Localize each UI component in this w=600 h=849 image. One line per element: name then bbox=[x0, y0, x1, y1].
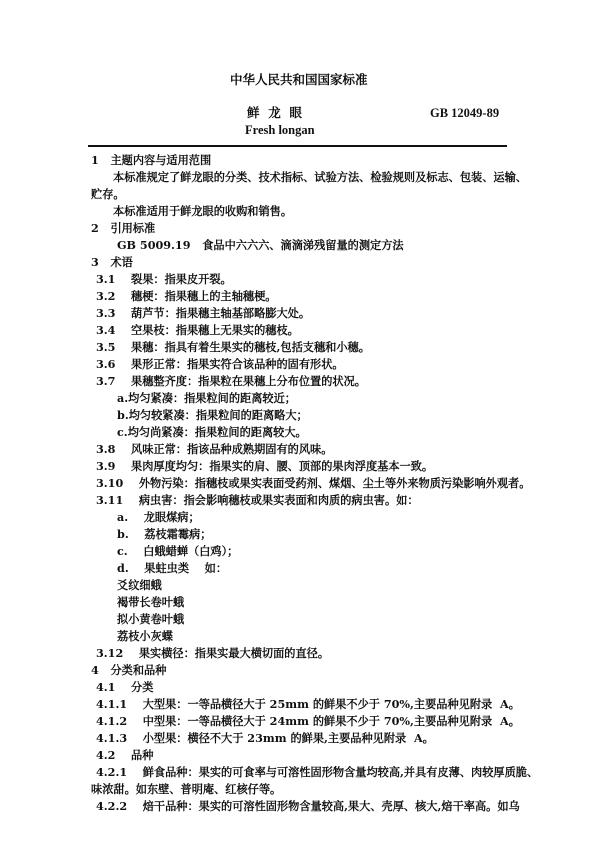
term-subitem: a.均匀紧凑：指果粒间的距离较近； bbox=[117, 391, 296, 405]
term-subitem: c.均匀尚紧凑：指果粒间的距离较大。 bbox=[117, 425, 307, 439]
variety-item: 4.2.1 鲜食品种：果实的可食率与可溶性固形物含量均较高,并具有皮薄、肉较厚质脆、 bbox=[96, 765, 539, 779]
term-item: 3.7 果穗整齐度：指果粒在果穗上分布位置的状况。 bbox=[96, 374, 366, 388]
pest-name: 拟小黄卷叶蛾 bbox=[117, 612, 185, 626]
term-item: 3.2 穗梗：指果穗上的主轴穗梗。 bbox=[96, 289, 277, 303]
term-item: 3.5 果穗：指具有着生果实的穗枝,包括支穗和小穗。 bbox=[96, 340, 370, 354]
pest-name: 褐带长卷叶蛾 bbox=[117, 595, 185, 609]
variety-item: 4.2.2 焙干品种：果实的可溶性固形物含量较高,果大、壳厚、核大,焙干率高。如乌 bbox=[96, 799, 520, 813]
term-item: 3.8 风味正常：指该品种成熟期固有的风味。 bbox=[96, 442, 333, 456]
class-item: 4.1.2 中型果：一等品横径大于 24mm 的鲜果不少于 70%,主要品种见附录 A。 bbox=[96, 714, 520, 728]
term-item: 3.1 裂果：指果皮开裂。 bbox=[96, 272, 232, 286]
section-heading: 3 术语 bbox=[91, 255, 133, 269]
term-subitem: c. 白蛾蜡蝉（白鸡）； bbox=[117, 544, 239, 558]
standard-title-cn: 鲜 龙 眼 bbox=[247, 105, 302, 120]
class-item: 4.1.3 小型果：横径不大于 23mm 的鲜果,主要品种见附录 A。 bbox=[96, 731, 434, 745]
term-item: 3.9 果肉厚度均匀：指果实的肩、腰、顶部的果肉浮度基本一致。 bbox=[96, 459, 434, 473]
subsection-heading: 4.1 分类 bbox=[96, 680, 154, 694]
standard-code: GB 12049-89 bbox=[430, 106, 500, 120]
pest-name: 荔枝小灰蝶 bbox=[117, 629, 173, 643]
header-divider bbox=[88, 145, 507, 147]
term-item: 3.10 外物污染：指穗枝或果实表面受药剂、煤烟、尘土等外来物质污染影响外观者。 bbox=[96, 476, 531, 490]
variety-item-continued: 味浓甜。如东壁、普明庵、红核仔等。 bbox=[91, 782, 282, 796]
paragraph-line: 本标准规定了鲜龙眼的分类、技术指标、试验方法、检验规则及标志、包装、运输、 bbox=[113, 170, 527, 184]
subsection-heading: 4.2 品种 bbox=[96, 748, 154, 762]
standard-title-en: Fresh longan bbox=[245, 123, 315, 137]
term-item: 3.12 果实横径：指果实最大横切面的直径。 bbox=[96, 646, 330, 660]
term-subitem: a. 龙眼煤病； bbox=[117, 510, 200, 524]
pest-name: 爻纹细蛾 bbox=[117, 578, 162, 592]
term-item: 3.6 果形正常：指果实符合该品种的固有形状。 bbox=[96, 357, 344, 371]
term-subitem: d. 果蛀虫类 如： bbox=[117, 561, 228, 575]
section-heading: 1 主题内容与适用范围 bbox=[91, 153, 212, 167]
term-item: 3.3 葫芦节：指果穗主轴基部略膨大处。 bbox=[96, 306, 311, 320]
paragraph-line: 贮存。 bbox=[91, 187, 125, 201]
paragraph-line: 本标准适用于鲜龙眼的收购和销售。 bbox=[113, 204, 293, 218]
term-subitem: b. 荔枝霜霉病； bbox=[117, 527, 212, 541]
section-heading: 4 分类和品种 bbox=[91, 663, 167, 677]
standard-org-title: 中华人民共和国国家标准 bbox=[230, 72, 368, 87]
term-item: 3.11 病虫害：指会影响穗枝或果实表面和肉质的病虫害。如： bbox=[96, 493, 419, 507]
class-item: 4.1.1 大型果：一等品横径大于 25mm 的鲜果不少于 70%,主要品种见附录 A。 bbox=[96, 697, 520, 711]
term-subitem: b.均匀较紧凑：指果粒间的距离略大； bbox=[117, 408, 308, 422]
reference-line: GB 5009.19 食品中六六六、滴滴涕残留量的测定方法 bbox=[117, 238, 404, 252]
section-heading: 2 引用标准 bbox=[91, 221, 156, 235]
term-item: 3.4 空果枝：指果穗上无果实的穗枝。 bbox=[96, 323, 299, 337]
